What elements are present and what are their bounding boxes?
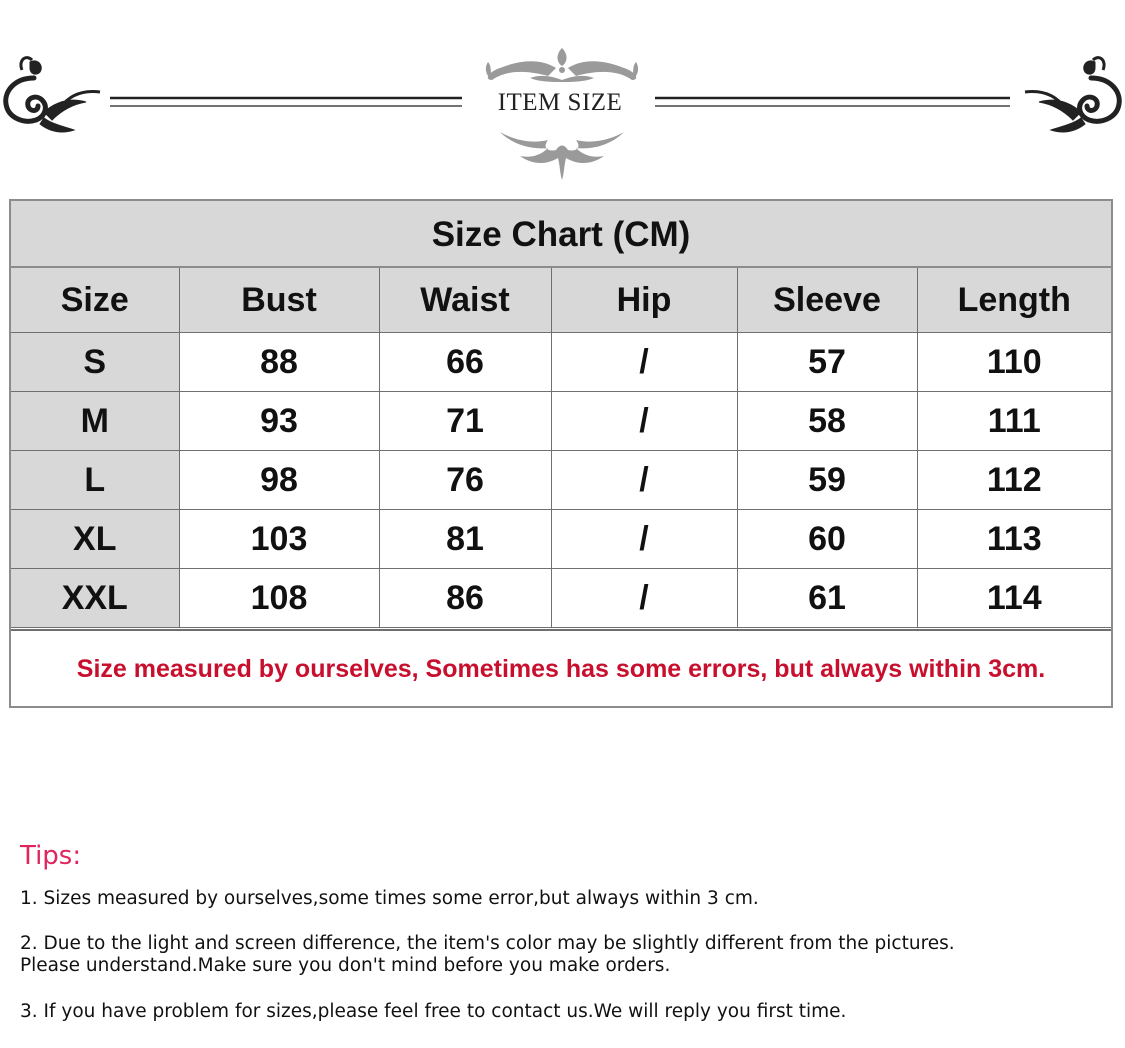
waist-cell: 81	[379, 510, 551, 569]
hip-cell: /	[551, 451, 737, 510]
hip-cell: /	[551, 569, 737, 628]
length-cell: 111	[917, 392, 1111, 451]
size-cell: L	[11, 451, 179, 510]
hip-cell: /	[551, 333, 737, 392]
bust-cell: 103	[179, 510, 379, 569]
tips-title: Tips:	[20, 841, 82, 871]
table-row	[11, 333, 1111, 392]
column-header-size: Size	[11, 268, 179, 333]
sleeve-cell: 59	[737, 451, 917, 510]
waist-cell: 71	[379, 392, 551, 451]
measurement-note: Size measured by ourselves, Sometimes has some errors, but always within 3cm.	[11, 629, 1111, 708]
column-header-bust: Bust	[179, 268, 379, 333]
table-row	[11, 451, 1111, 510]
table-row	[11, 569, 1111, 628]
tip-item: 2. Due to the light and screen difference, the item's color may be slightly different from the pictures.	[20, 933, 955, 954]
bust-cell: 88	[179, 333, 379, 392]
length-cell: 110	[917, 333, 1111, 392]
chart-title: Size Chart (CM)	[11, 201, 1111, 268]
column-header-waist: Waist	[379, 268, 551, 333]
column-header-hip: Hip	[551, 268, 737, 333]
size-cell: M	[11, 392, 179, 451]
size-chart	[9, 199, 1113, 708]
waist-cell: 76	[379, 451, 551, 510]
tips-section	[20, 838, 1110, 1022]
size-table	[11, 268, 1111, 628]
tip-item-continued: Please understand.Make sure you don't mind before you make orders.	[20, 955, 671, 976]
bust-cell: 108	[179, 569, 379, 628]
waist-cell: 66	[379, 333, 551, 392]
item-size-label: ITEM SIZE	[497, 89, 623, 116]
column-header-sleeve: Sleeve	[737, 268, 917, 333]
hip-cell: /	[551, 510, 737, 569]
bust-cell: 98	[179, 451, 379, 510]
sleeve-cell: 60	[737, 510, 917, 569]
length-cell: 112	[917, 451, 1111, 510]
sleeve-cell: 58	[737, 392, 917, 451]
size-cell: XXL	[11, 569, 179, 628]
bust-cell: 93	[179, 392, 379, 451]
tip-item: 1. Sizes measured by ourselves,some times some error,but always within 3 cm.	[20, 888, 759, 909]
sleeve-cell: 57	[737, 333, 917, 392]
table-header-row	[11, 268, 1111, 333]
table-row	[11, 510, 1111, 569]
sleeve-cell: 61	[737, 569, 917, 628]
length-cell: 113	[917, 510, 1111, 569]
item-size-ornament	[0, 40, 1125, 190]
column-header-length: Length	[917, 268, 1111, 333]
size-cell: S	[11, 333, 179, 392]
waist-cell: 86	[379, 569, 551, 628]
hip-cell: /	[551, 392, 737, 451]
table-row	[11, 392, 1111, 451]
size-cell: XL	[11, 510, 179, 569]
length-cell: 114	[917, 569, 1111, 628]
tip-item: 3. If you have problem for sizes,please feel free to contact us.We will reply you first time.	[20, 1001, 847, 1022]
